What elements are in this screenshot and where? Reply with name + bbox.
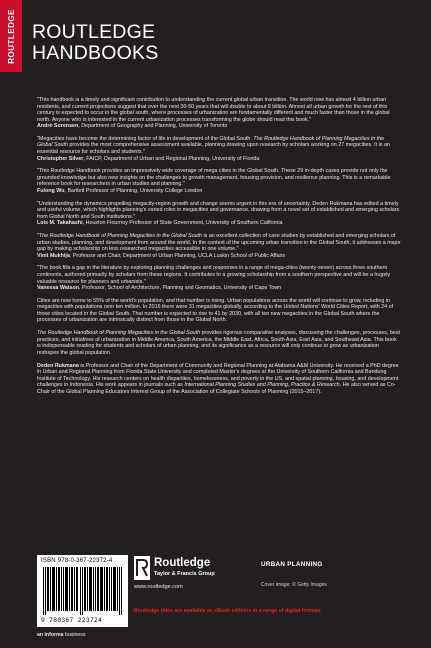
- blurb-1: "This handbook is a timely and significant contribution to understanding the current global urban transition. The world now has almost 4 billion urban residents, and current projections suggest that over the next 30-50 years that will double to about 8 billion. Almost all urban growth for the rest of this century is expected to occur in the global south, where processes of urbanization are fundamentally different and much faster than those in the global north. Anyone who is interested in the current urbanization processes transforming the globe should read this book." André Sorensen, Department of Geography and Planning, University of Toronto: [37, 97, 390, 130]
- series-title: [32, 22, 158, 64]
- blurb-3: "This Routledge Handbook provides an impressively wide coverage of mega cities in the Global South. These 29 in-depth cases provide not only the grounded knowledge but also new insights on the challenges to growth management, housing provision, and resilience planning. This is a remarkable reference book for researchers in urban studies and planning." Fulong Wu, Bartlett Professor of Planning, University College London: [37, 168, 391, 194]
- blurb-6: "The book fills a gap in the literature by exploring planning challenges and responses in a range of mega-cities (twenty-seven) across three southern continents, authored primarily by scholars from these regions. It contributes to a growing scholarship from a southern perspective and will be a hugely valuable resource for planners and urbanists." Vanessa Watson, Professor, School of Architecture, Planning and Geomatics, University of Cape Town: [37, 265, 391, 292]
- series-line2: HANDBOOKS: [32, 42, 159, 64]
- publisher-logo: [134, 556, 244, 586]
- cover-credit: Cover image: © Getty Images: [261, 582, 327, 588]
- blurb-2: "Megacities have become the determining factor of life in development of the Global South. The Routledge Handbook of Planning Megacities in the Global South provides the most comprehensive assessment available, planning drawing upon research by scholars working on 27 megacities. It is an essential resource for scholars and students." Christopher Silver, FAICP, Department of Urban and Regional Planning, University of Florida: [37, 135, 390, 162]
- ebook-note: Routledge titles are available as eBook editions in a range of digital formats: [134, 608, 321, 614]
- barcode-digits: 9 780367 223724: [41, 617, 103, 624]
- description-paragraph-2: The Routledge Handbook of Planning Megacities in the Global South provides rigorous comparative analyses, discussing the challenges, processes, best practices, and initiatives of urbanization in Middle America, South America, the Middle East, Africa, South Asia, East Asia, and Southeast Asia. This book is indispensable reading for students and scholars of urban planning, and its significance as a resource will only continue to grow as urbanization reshapes the global population.: [37, 330, 400, 356]
- isbn: ISBN 978-0-367-22372-4: [41, 558, 113, 564]
- publisher-website: www.routledge.com: [134, 584, 183, 590]
- barcode-box: [37, 555, 128, 627]
- header: [0, 0, 431, 82]
- barcode-icon: [43, 567, 123, 615]
- blurb-5: "The Routledge Handbook of Planning Megacities in the Global South is an excellent collection of case studies by established and emerging scholars of urban studies, planning, and development from around the world. In the context of the upcoming urban transition in the Global South, it addresses a major gap by making scholarship on less researched megacities accessible in one volume." Vinit Mukhija, Professor and Chair, Department of Urban Planning, UCLA Luskin School of Public Affairs: [37, 233, 401, 259]
- author-bio: Deden Rukmana is Professor and Chair of the Department of Community and Regional Planning at Alabama A&M University. He received a PhD degree in Urban and Regional Planning from Florida State University and completed Master's degrees at the University of Southern California and Bandung Institute of Technology. His research centers on health disparities, homelessness, and poverty in the US, and spatial planning, housing, and development challenges in Indonesia. His work appears in journals such as International Planning Studies and Planning, Practice & Research. He also served as Co-Chair of the Global Planning Educators Interest Group of the Association of Collegiate Schools of Planning (2015–2017).: [37, 362, 399, 395]
- description-paragraph-1: Cities are now home to 55% of the world's population, and that number is rising. Urban populations across the world will continue to grow, including in megacities with populations over ten million. In 2016 there were 31 megacities globally, according to the United Nations' World Cities Report, with 24 of those cities located in the Global South. That number is expected to rise to 41 by 2030, with all ten new megacities in the Global South where the processes of urbanization are intrinsically distinct from those in the Global North.: [37, 297, 394, 324]
- spine-publisher: ROUTLEDGE: [6, 8, 16, 64]
- publisher-subtitle: Taylor & Francis Group: [154, 571, 215, 577]
- informa-business: an informa business: [37, 632, 86, 638]
- series-line1: ROUTLEDGE: [32, 21, 156, 43]
- publisher-name: Routledge: [154, 557, 211, 569]
- routledge-spine-tab: [0, 0, 22, 72]
- back-cover-text: [37, 97, 401, 401]
- routledge-logo-icon: [134, 556, 150, 580]
- blurb-4: "Understanding the dynamics propelling megacity-region growth and change seems urgent in this era of uncertainty. Deden Rukmana has edited a timely and useful volume, which highlights planning's varied roles in megacities and governance, drawing from a novel set of established and emerging scholars from Global North and South institutions." Lois M. Takahashi, Houston Flournoy Professor of State Government, University of Southern California: [37, 200, 400, 227]
- subject-label: URBAN PLANNING: [261, 561, 323, 568]
